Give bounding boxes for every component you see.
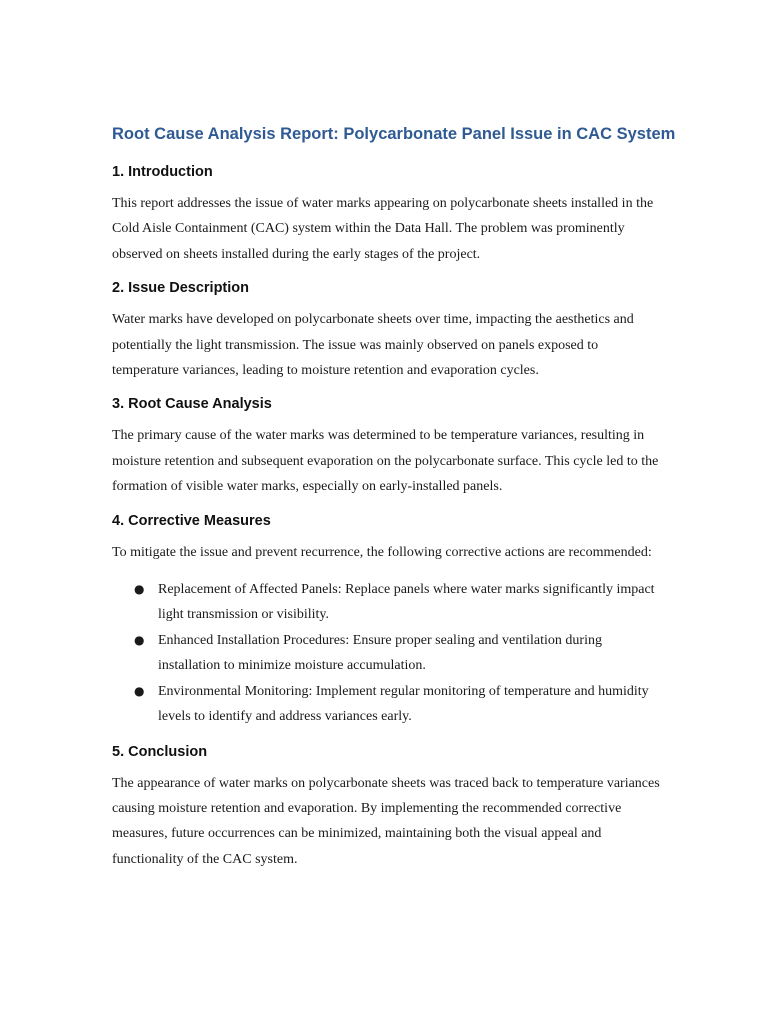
section-paragraph: The appearance of water marks on polycarbonate sheets was traced back to temperature variances causing moisture retention and evaporation. By implementing the recommended corrective measures, future occurrences can be minimized, maintaining both the visual appeal and functionality of the CAC system.: [112, 775, 660, 867]
list-item: [112, 628, 660, 679]
document-title: Root Cause Analysis Report: Polycarbonate Panel Issue in CAC System: [112, 125, 676, 143]
section-heading: 4. Corrective Measures: [112, 512, 271, 529]
bullet-icon: ●: [134, 582, 145, 597]
corrective-actions-list: [112, 577, 660, 729]
section-root-cause-analysis: [112, 394, 660, 499]
section-heading: 5. Conclusion: [112, 743, 208, 760]
section-heading: 2. Issue Description: [112, 280, 249, 297]
section-issue-description: [112, 278, 660, 383]
section-heading: 3. Root Cause Analysis: [112, 396, 272, 413]
section-paragraph: The primary cause of the water marks was determined to be temperature variances, resulting in moisture retention and subsequent evaporation on the polycarbonate surface. This cycle led to the formation of visible water marks, especially on early-installed panels.: [112, 428, 659, 495]
section-heading: 1. Introduction: [112, 164, 213, 180]
list-item: [112, 577, 660, 628]
section-conclusion: [112, 742, 660, 873]
bullet-icon: ●: [134, 683, 145, 698]
list-item-text: Environmental Monitoring: Implement regular monitoring of temperature and humidity levels to identify and address variances early.: [158, 683, 649, 725]
list-item-text: Replacement of Affected Panels: Replace panels where water marks significantly impact light transmission or visibility.: [158, 582, 655, 623]
bullet-icon: ●: [134, 632, 145, 647]
section-paragraph: Water marks have developed on polycarbonate sheets over time, impacting the aesthetics and potentially the light transmission. The issue was mainly observed on panels exposed to temperature variances, leading to moisture retention and evaporation cycles.: [112, 312, 634, 379]
document-page: [112, 122, 676, 883]
section-paragraph: This report addresses the issue of water marks appearing on polycarbonate sheets installed in the Cold Aisle Containment (CAC) system within the Data Hall. The problem was prominently observed on sheets installed during the early stages of the project.: [112, 196, 654, 262]
list-item-text: Enhanced Installation Procedures: Ensure proper sealing and ventilation during installation to minimize moisture accumulation.: [158, 632, 602, 674]
list-item: [112, 679, 660, 730]
section-paragraph: To mitigate the issue and prevent recurrence, the following corrective actions are recommended:: [112, 544, 652, 560]
section-introduction: [112, 162, 660, 267]
section-corrective-measures: [112, 511, 660, 730]
